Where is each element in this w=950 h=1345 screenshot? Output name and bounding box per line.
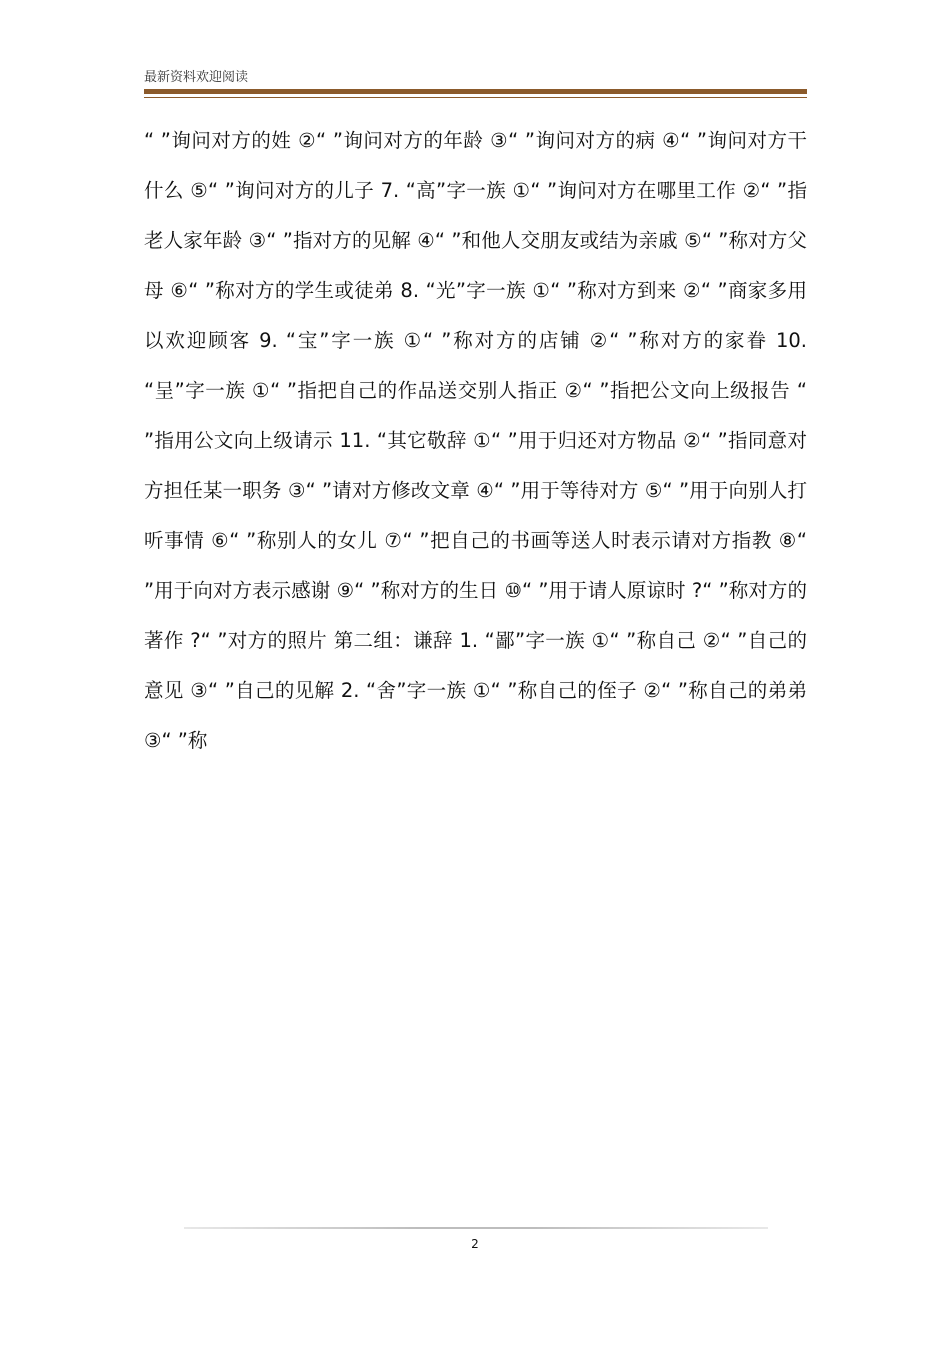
header-title: 最新资料欢迎阅读 — [144, 70, 249, 85]
page-number: 2 — [471, 1237, 479, 1251]
header-rule-thin — [144, 97, 807, 98]
body-paragraph: “ ”询问对方的姓 ②“ ”询问对方的年龄 ③“ ”询问对方的病 ④“ ”询问对方干什么 ⑤“ ”询问对方的儿子 7. “高”字一族 ①“ ”询问对方在哪里工作 ②“ ”指老人家年龄 ③“ ”指对方的见解 ④“ ”和他人交朋友或结为亲戚 ⑤“ ”称对方父母 ⑥“ ”称对方的学生或徒弟 8. “光”字一族 ①“ ”称对方到来 ②“ ”商家多用以欢迎顾客 9. “宝”字一族 ①“ ”称对方的店铺 ②“ ”称对方的家眷 10. “呈”字一族 ①“ ”指把自己的作品送交别人指正 ②“ ”指把公文向上级报告 “ ”指用公文向上级请示 11. “其它敬辞 ①“ ”用于归还对方物品 ②“ ”指同意对方担任某一职务 ③“ ”请对方修改文章 ④“ ”用于等待对方 ⑤“ ”用于向别人打听事情 ⑥“ ”称别人的女儿 ⑦“ ”把自己的书画等送人时表示请对方指教 ⑧“ ”用于向对方表示感谢 ⑨“ ”称对方的生日 ⑩“ ”用于请人原谅时 ?“ ”称对方的著作 ?“ ”对方的照片 第二组：谦辞 1. “鄙”字一族 ①“ ”称自己 ②“ ”自己的意见 ③“ ”自己的见解 2. “舍”字一族 ①“ ”称自己的侄子 ②“ ”称自己的弟弟 ③“ ”称 — [144, 129, 807, 752]
header-rule-thick — [144, 89, 807, 94]
footer-rule — [184, 1227, 768, 1229]
